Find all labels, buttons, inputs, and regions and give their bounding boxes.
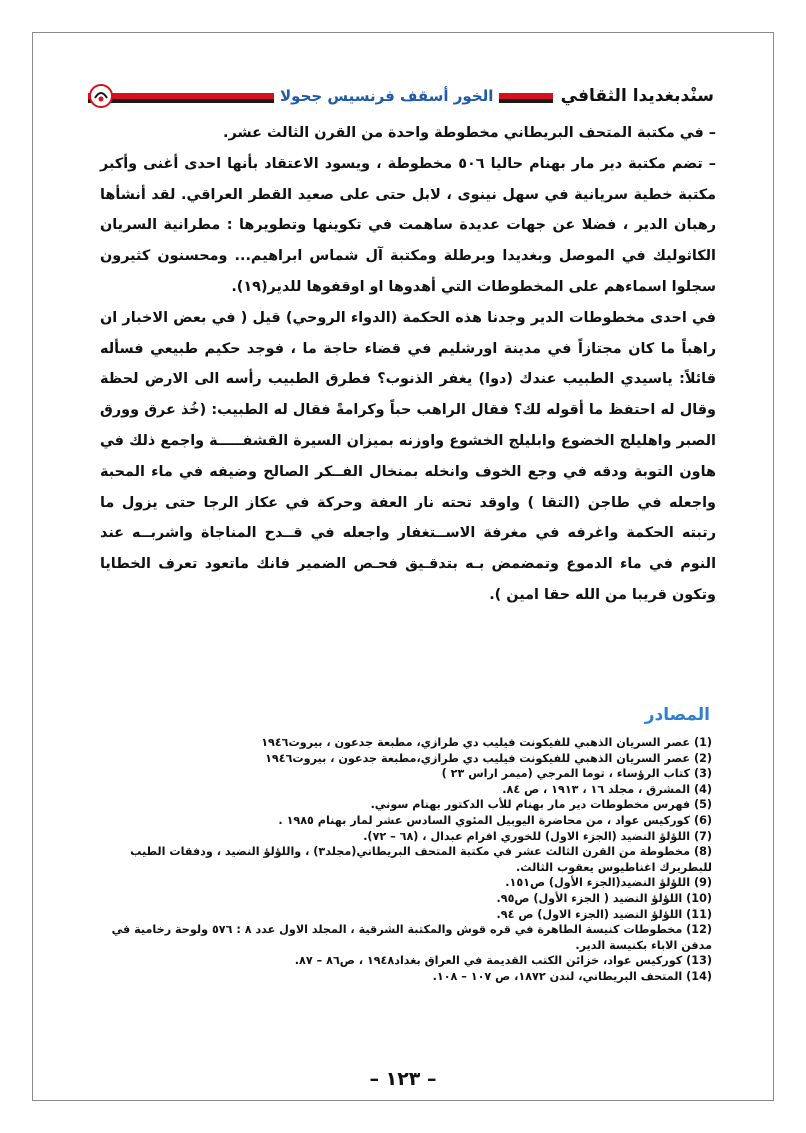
body-paragraph: في احدى مخطوطات الدير وجدنا هذه الحكمة (الدواء الروحي) قيل ( في بعض الاخبار ان راهباً ما كان مجتازاً في مدينة اورشليم في قضاء حاجة ما ، فوجد حكيم طبيعي فسأله قائلاً: ياسيدي الطبيب عندك (دوا) يغفر الذنوب؟ فطرق الطبيب رأسه الى الارض لحظة وقال له احتفظ ما أقوله لك؟ فقال الراهب حباً وكرامةً فقال له الطبيب: (خُذ عرق وورق الصبر واهليلج الخضوع وابليلج الخشوع واوزنه بميزان السيرة القشفـــــة واجمع ذلك في هاون التوبة ودقه في وجع الخوف وانخله بمنخال الفــكر الصالح وضيفه في ماء المحبة واجعله في طاجن (التقا ) واوقد تحته نار العفة وحركة في عكاز الرجا حتى يزول ما رتبته الحكمة واغرفه في مغرفة الاســتغفار واجعله في قــدح المناجاة واشربــه عند النوم في ماء الدموع وتمضمض بـه بتدقـيق فحـص الضمير فانك ماتعود تعرف الخطايا وتكون قريبا من الله حقا امين ). — [100, 309, 716, 603]
reference-number: (11) — [686, 907, 712, 921]
reference-text: اللؤلؤ النضيد (الجزء الاول) ص ٩٤. — [496, 907, 683, 921]
reference-item — [96, 891, 712, 907]
reference-number: (10) — [686, 891, 712, 905]
reference-text: عصر السريان الذهبي للفيكونت فيليب دي طرازي،مطبعة جدعون ، بيروت١٩٤٦ — [265, 751, 691, 765]
body-paragraph: – في مكتبة المتحف البريطاني مخطوطة واحدة من القرن الثالث عشر. — [223, 125, 716, 141]
reference-item — [96, 813, 712, 829]
reference-number: (1) — [693, 736, 712, 749]
reference-item — [96, 953, 712, 969]
magazine-logo-icon — [88, 83, 114, 109]
reference-number: (14) — [686, 969, 712, 983]
body-paragraph: – تضم مكتبة دير مار بهنام حاليا ٥٠٦ مخطوطة ، ويسود الاعتقاد بأنها احدى أغنى وأكبر مكتبة خطية سريانية في سهل نينوى ، لابل حتى على صعيد القطر العراقي. لقد أنشأها رهبان الدير ، فضلا عن جهات عديدة ساهمت في تكوينها وتطويرها : مطرانية السريان الكاثوليك في الموصل وبغديدا وبرطلة ومكتبة آل شماس ابراهيم... ومحسنون كثيرون سجلوا اسماءهم على المخطوطات التي أهدوها او اوقفوها للدير(١٩). — [100, 155, 716, 295]
reference-item — [96, 969, 712, 985]
reference-text: اللؤلؤ النضيد(الجزء الأول) ص١٥١. — [505, 876, 691, 890]
reference-number: (13) — [686, 954, 712, 968]
references-list — [96, 735, 712, 985]
reference-text: اللؤلؤ النضيد ( الجزء الأول) ص٩٥. — [496, 891, 683, 905]
reference-item — [96, 829, 712, 845]
reference-text: مخطوطة من القرن الثالث عشر في مكتبة المتحف البريطاني(مجلد٣) ، واللؤلؤ النضيد ، ودفقات الطيب للبطريرك اغناطيوس يعقوب الثالث. — [130, 845, 712, 874]
reference-number: (7) — [693, 829, 712, 843]
reference-item — [96, 907, 712, 923]
reference-text: فهرس مخطوطات دير مار بهنام للأب الدكتور بهنام سوني. — [370, 798, 691, 812]
reference-item — [96, 922, 712, 953]
reference-text: مخطوطات كنيسة الطاهرة في قره قوش والمكتبة الشرقية ، المجلد الاول عدد ٨ : ٥٧٦ ولوحة رخامية في مدفن الاباء بكنيسة الدير. — [111, 923, 712, 952]
reference-number: (4) — [693, 782, 712, 796]
reference-number: (12) — [686, 923, 712, 937]
reference-text: كتاب الرؤساء ، توما المرجي (ميمر اراس ٢٣ ) — [441, 767, 691, 781]
reference-text: عصر السريان الذهبي للفيكونت فيليب دي طرازي، مطبعة جدعون ، بيروت١٩٤٦ — [261, 736, 691, 749]
magazine-title: سنْدبغديدا الثقافي — [553, 83, 716, 109]
reference-item — [96, 875, 712, 891]
article-body — [100, 118, 716, 611]
reference-text: المشرق ، مجلد ١٦ ، ١٩١٣ ، ص ٨٤. — [502, 782, 691, 796]
reference-text: اللؤلؤ النضيد (الجزء الاول) للخوري افرام عبدال ، (٦٨ – ٧٢). — [363, 829, 691, 843]
reference-number: (9) — [693, 876, 712, 890]
header-subtitle: الخور أسقف فرنسيس جحولا — [274, 84, 499, 108]
reference-number: (5) — [693, 798, 712, 812]
reference-text: كوركيس عواد ، من محاضرة اليوبيل المئوي السادس عشر لمار بهنام ١٩٨٥ . — [278, 813, 691, 827]
reference-item — [96, 751, 712, 767]
reference-item — [96, 797, 712, 813]
references-heading: المصادر — [644, 705, 710, 725]
reference-text: كوركيس عواد، خزائن الكتب القديمة في العراق بغداد١٩٤٨ ، ص٨٦ – ٨٧. — [294, 954, 683, 968]
reference-number: (6) — [693, 813, 712, 827]
page-number: – ١٢٣ – — [369, 1068, 437, 1090]
reference-number: (3) — [693, 767, 712, 781]
reference-item — [96, 844, 712, 875]
reference-item — [96, 735, 712, 751]
reference-item — [96, 766, 712, 782]
reference-number: (8) — [693, 845, 712, 859]
reference-item — [96, 782, 712, 798]
reference-text: المتحف البريطاني، لندن ١٨٧٢، ص ١٠٧ – ١٠٨. — [432, 969, 683, 983]
page-header — [88, 83, 716, 109]
reference-number: (2) — [693, 751, 712, 765]
